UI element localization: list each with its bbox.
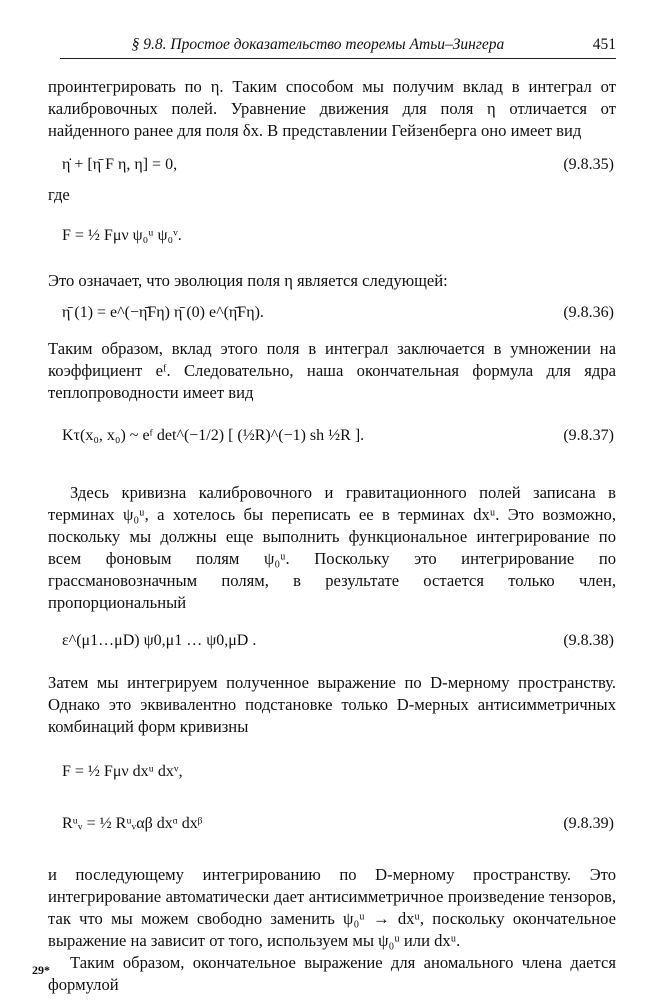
equation-number: (9.8.35) [563, 156, 614, 173]
paragraph-3: Таким образом, вклад этого поля в интеграл заключается в умножении на коэффициент eᶠ. Следовательно, наша окончательная формула для ядра теплопроводности имеет вид [48, 339, 616, 402]
equation-formula: F = ½ Fμν dxᵘ dxᵛ, [62, 763, 183, 780]
page-body [48, 76, 616, 996]
page-number: 451 [592, 36, 616, 53]
equation-formula: Rᵘᵥ = ½ Rᵘᵥαβ dxᵅ dxᵝ [62, 815, 203, 832]
paragraph-6: и последующему интегрированию по D-мерному пространству. Это интегрирование автоматически дает антисимметричное произведение тензоров, так что мы можем свободно заменить ψ₀ᵘ → dxᵘ, поскольку окончательное выражение на зависит от того, используем мы ψ₀ᵘ или dxᵘ. [48, 865, 616, 950]
equation-F-forms [48, 746, 616, 798]
paragraph-4: Здесь кривизна калибровочного и гравитационного полей записана в терминах ψ₀ᵘ, а хотелось бы переписать ее в терминах dxᵘ. Это возможно, поскольку мы должны еще выполнить функциональное интегрирование по всем фоновым полям ψ₀ᵘ. Поскольку это интегрирование по грассмановозначным полям, в результате остается только член, пропорциональный [48, 483, 616, 612]
equation-F-definition [48, 210, 616, 262]
equation-9-8-38 [48, 624, 616, 658]
equation-9-8-36 [48, 296, 616, 330]
paragraph-1: проинтегрировать по η. Таким способом мы получим вклад в интеграл от калибровочных полей. Уравнение движения для поля η отличается от найденного ранее для поля δx. В представлении Гейзенберга оно имеет вид [48, 77, 616, 140]
paragraph-5: Затем мы интегрируем полученное выражение по D-мерному пространству. Однако это эквивалентно подстановке только D-мерных антисимметричных комбинаций форм кривизны [48, 673, 616, 736]
equation-number: (9.8.39) [563, 815, 614, 832]
equation-number: (9.8.38) [563, 632, 614, 649]
equation-formula: η̇ + [η̄ F η, η] = 0, [62, 156, 178, 173]
section-title: § 9.8. Простое доказательство теоремы Атьи–Зингера [131, 36, 505, 53]
printer-signature: 29* [32, 963, 50, 977]
equation-formula: η̄ (1) = e^(−η̄Fη) η̄ (0) e^(η̄Fη). [62, 304, 264, 321]
equation-number: (9.8.36) [563, 304, 614, 321]
equation-9-8-39 [48, 798, 616, 850]
running-header [60, 36, 616, 59]
equation-formula: Kτ(x₀, x₀) ~ eᶠ det^(−1/2) [ (½R)^(−1) sh ½R ]. [62, 427, 365, 444]
equation-formula: ε^(μ1…μD) ψ0,μ1 … ψ0,μD . [62, 632, 257, 649]
word-gde: где [48, 185, 70, 204]
equation-formula: F = ½ Fμν ψ₀ᵘ ψ₀ᵛ. [62, 227, 182, 244]
paragraph-2: Это означает, что эволюция поля η является следующей: [48, 271, 448, 290]
equation-9-8-37 [48, 410, 616, 462]
paragraph-7: Таким образом, окончательное выражение для аномального члена дается формулой [48, 953, 616, 994]
equation-number: (9.8.37) [563, 427, 614, 444]
equation-9-8-35 [48, 148, 616, 182]
